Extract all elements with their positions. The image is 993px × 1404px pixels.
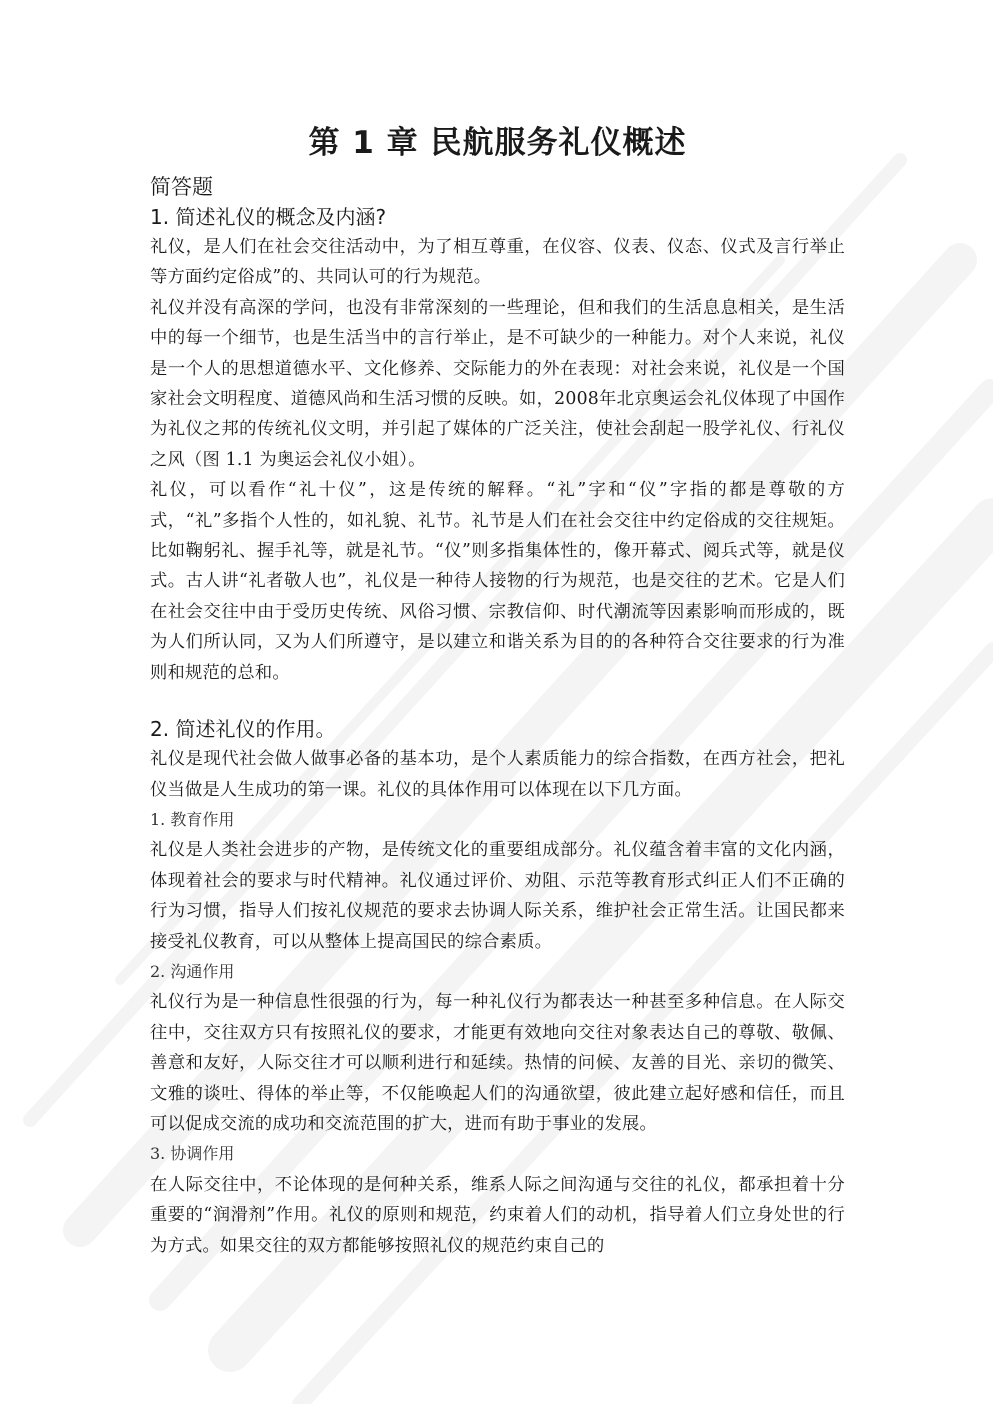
q2-item-text: 礼仪行为是一种信息性很强的行为，每一种礼仪行为都表达一种甚至多种信息。在人际交往中，交往双方只有按照礼仪的要求，才能更有效地向交往对象表达自己的尊敬、敬佩、善意和友好，人际交往才可以顺利进行和延续。热情的问候、友善的目光、亲切的微笑、文雅的谈吐、得体的举止等，不仅能唤起人们的沟通欲望，彼此建立起好感和信任，而且可以促成交流的成功和交流范围的扩大，进而有助于事业的发展。 [150,992,845,1134]
section-gap [150,688,845,714]
q2-item-heading: 2. 沟通作用 [150,961,235,981]
q2-item-text: 礼仪是人类社会进步的产物，是传统文化的重要组成部分。礼仪蕴含着丰富的文化内涵，体现着社会的要求与时代精神。礼仪通过评价、劝阻、示范等教育形式纠正人们不正确的行为习惯，指导人们按礼仪规范的要求去协调人际关系，维护社会正常生活。让国民都来接受礼仪教育，可以从整体上提高国民的综合素质。 [150,840,845,952]
q1-paragraph: 礼仪，是人们在社会交往活动中，为了相互尊重，在仪容、仪表、仪态、仪式及言行举止等方面约定俗成”的、共同认可的行为规范。 [150,237,845,288]
q1-paragraph: 礼仪，可以看作“礼十仪”，这是传统的解释。“礼”字和“仪”字指的都是尊敬的方式，“礼”多指个人性的，如礼貌、礼节。礼节是人们在社会交往中约定俗成的交往规矩。比如鞠躬礼、握手礼等，就是礼节。“仪”则多指集体性的，像开幕式、阅兵式等，就是仪式。古人讲“礼者敬人也”，礼仪是一种待人接物的行为规范，也是交往的艺术。它是人们在社会交往中由于受历史传统、风俗习惯、宗教信仰、时代潮流等因素影响而形成的，既为人们所认同，又为人们所遵守，是以建立和谐关系为目的的各种符合交往要求的行为准则和规范的总和。 [150,480,845,683]
q2-intro: 礼仪是现代社会做人做事必备的基本功，是个人素质能力的综合指数，在西方社会，把礼仪当做是人生成功的第一课。礼仪的具体作用可以体现在以下几方面。 [150,749,845,800]
document-page [150,118,845,1261]
question-1-title: 1. 简述礼仪的概念及内涵? [150,205,387,229]
question-2-title: 2. 简述礼仪的作用。 [150,717,336,742]
section-label: 简答题 [150,175,213,199]
q2-item-heading: 1. 教育作用 [150,809,235,829]
q2-item-text: 在人际交往中，不论体现的是何种关系，维系人际之间沟通与交往的礼仪，都承担着十分重要的“润滑剂”作用。礼仪的原则和规范，约束着人们的动机，指导着人们立身处世的行为方式。如果交往的双方都能够按照礼仪的规范约束自己的 [150,1174,845,1256]
chapter-title: 第 1 章 民航服务礼仪概述 [308,125,687,161]
q1-paragraph: 礼仪并没有高深的学问，也没有非常深刻的一些理论，但和我们的生活息息相关，是生活中的每一个细节，也是生活当中的言行举止，是不可缺少的一种能力。对个人来说，礼仪是一个人的思想道德水平、文化修养、交际能力的外在表现：对社会来说，礼仪是一个国家社会文明程度、道德风尚和生活习惯的反映。如，2008年北京奥运会礼仪体现了中国作为礼仪之邦的传统礼仪文明，并引起了媒体的广泛关注，使社会刮起一股学礼仪、行礼仪之风（图 1.1 为奥运会礼仪小姐）。 [150,297,845,470]
q2-item-heading: 3. 协调作用 [150,1144,235,1164]
